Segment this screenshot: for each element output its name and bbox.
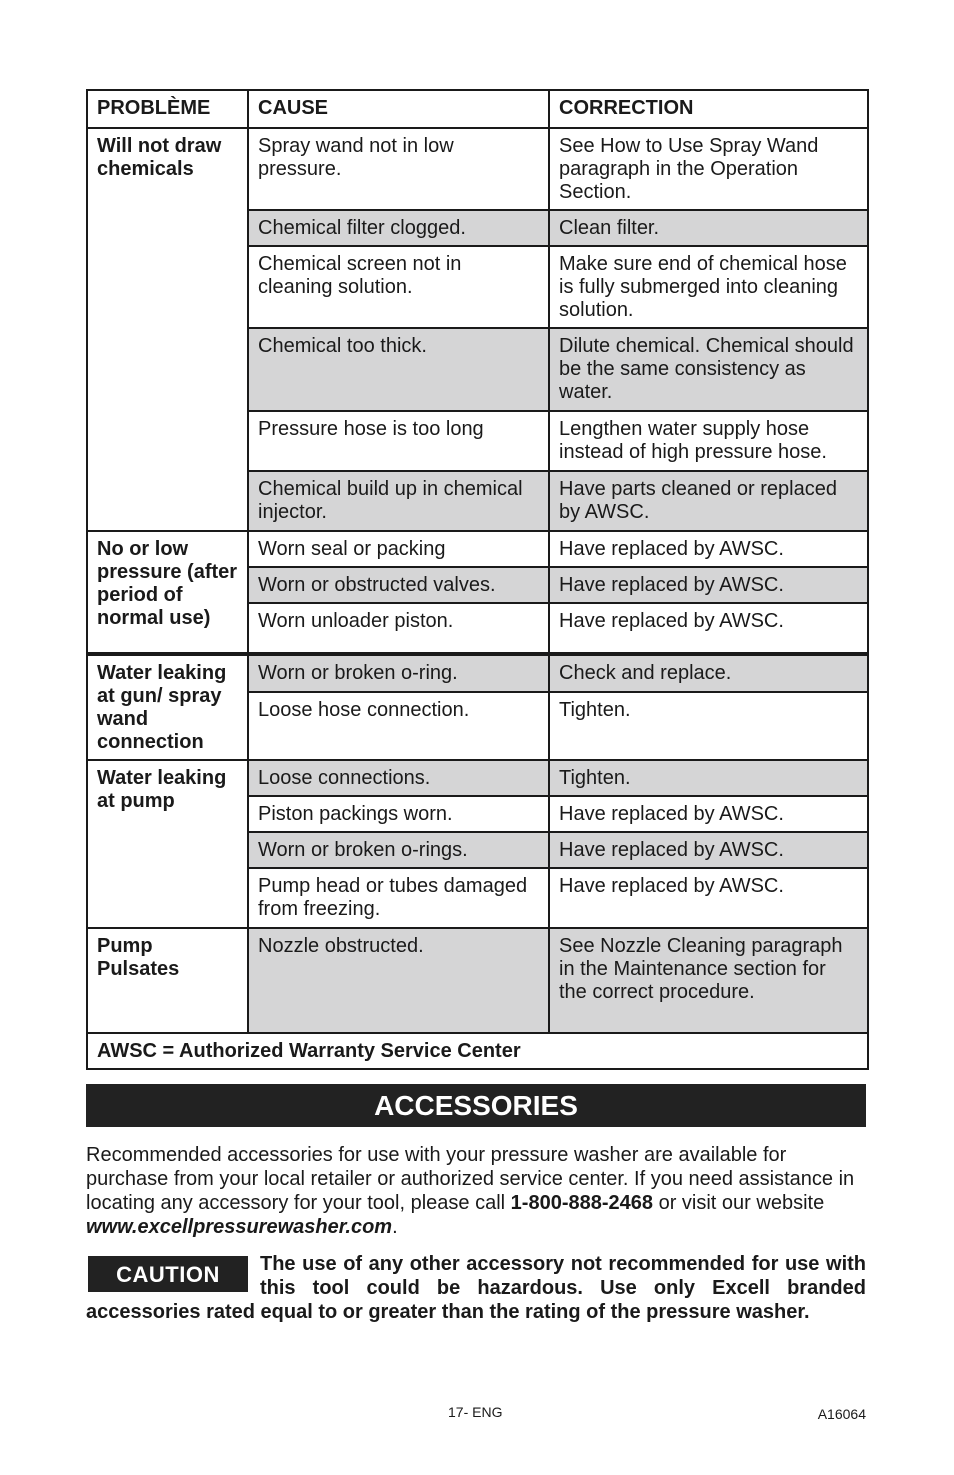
correction-cell: Tighten. [549, 692, 868, 760]
table-footer-row [87, 1033, 868, 1069]
cause-cell: Chemical too thick. [248, 328, 549, 411]
cause-cell: Spray wand not in low pressure. [248, 128, 549, 210]
document-code: A16064 [817, 1406, 866, 1422]
header-cause: CAUSE [248, 90, 549, 128]
correction-cell: Have replaced by AWSC. [549, 832, 868, 868]
table-header-row [87, 90, 868, 128]
header-problem: PROBLÈME [87, 90, 248, 128]
intro-end: . [392, 1216, 398, 1238]
table-row [87, 531, 868, 567]
phone-number: 1-800-888-2468 [510, 1192, 654, 1214]
awsc-legend: AWSC = Authorized Warranty Service Center [87, 1033, 868, 1069]
caution-block [86, 1252, 866, 1324]
table-row [87, 928, 868, 1033]
intro-mid: or visit our website [658, 1192, 825, 1214]
cause-cell: Chemical filter clogged. [248, 210, 549, 246]
correction-cell: See How to Use Spray Wand paragraph in the Operation Section. [549, 128, 868, 210]
caution-text: The use of any other accessory not recommended for use with this tool could be hazardous. Use only Excell branded accessories rated equal to or greater than the rating of the pressure washer. [86, 1253, 866, 1323]
header-correction: CORRECTION [549, 90, 868, 128]
cause-cell: Nozzle obstructed. [248, 928, 549, 1033]
cause-cell: Pressure hose is too long [248, 411, 549, 471]
page-number: 17- ENG [448, 1404, 503, 1420]
table-row [87, 654, 868, 692]
troubleshooting-table [86, 89, 869, 1070]
cause-cell: Worn seal or packing [248, 531, 549, 567]
website-link[interactable]: www.excellpressurewasher.com [86, 1216, 393, 1238]
correction-cell: Tighten. [549, 760, 868, 796]
correction-cell: Have replaced by AWSC. [549, 796, 868, 832]
table-row [87, 128, 868, 210]
cause-cell: Piston packings worn. [248, 796, 549, 832]
accessories-heading: ACCESSORIES [86, 1084, 866, 1127]
correction-cell: Have parts cleaned or replaced by AWSC. [549, 471, 868, 531]
correction-cell: Make sure end of chemical hose is fully submerged into cleaning solution. [549, 246, 868, 328]
correction-cell: Clean filter. [549, 210, 868, 246]
accessories-intro [86, 1143, 871, 1239]
problem-cell: Water leaking at gun/ spray wand connection [87, 654, 248, 760]
problem-cell: Will not draw chemicals [87, 128, 248, 531]
problem-cell: Pump Pulsates [87, 928, 248, 1033]
correction-cell: Have replaced by AWSC. [549, 531, 868, 567]
correction-cell: Dilute chemical. Chemical should be the same consistency as water. [549, 328, 868, 411]
cause-cell: Chemical screen not in cleaning solution. [248, 246, 549, 328]
table-row [87, 760, 868, 796]
intro-text: Recommended accessories for use with your pressure washer are available for purchase from your local retailer or authorized service center. If you need assistance in locating any accessory for your tool, please call [86, 1144, 855, 1214]
cause-cell: Worn unloader piston. [248, 603, 549, 654]
problem-cell: No or low pressure (after period of normal use) [87, 531, 248, 654]
correction-cell: Have replaced by AWSC. [549, 603, 868, 654]
cause-cell: Pump head or tubes damaged from freezing. [248, 868, 549, 928]
caution-badge: CAUTION [88, 1256, 248, 1292]
correction-cell: See Nozzle Cleaning paragraph in the Maintenance section for the correct procedure. [549, 928, 868, 1033]
cause-cell: Worn or broken o-ring. [248, 654, 549, 692]
cause-cell: Worn or obstructed valves. [248, 567, 549, 603]
cause-cell: Loose hose connection. [248, 692, 549, 760]
cause-cell: Worn or broken o-rings. [248, 832, 549, 868]
correction-cell: Have replaced by AWSC. [549, 567, 868, 603]
correction-cell: Check and replace. [549, 654, 868, 692]
correction-cell: Lengthen water supply hose instead of high pressure hose. [549, 411, 868, 471]
correction-cell: Have replaced by AWSC. [549, 868, 868, 928]
cause-cell: Chemical build up in chemical injector. [248, 471, 549, 531]
cause-cell: Loose connections. [248, 760, 549, 796]
problem-cell: Water leaking at pump [87, 760, 248, 928]
